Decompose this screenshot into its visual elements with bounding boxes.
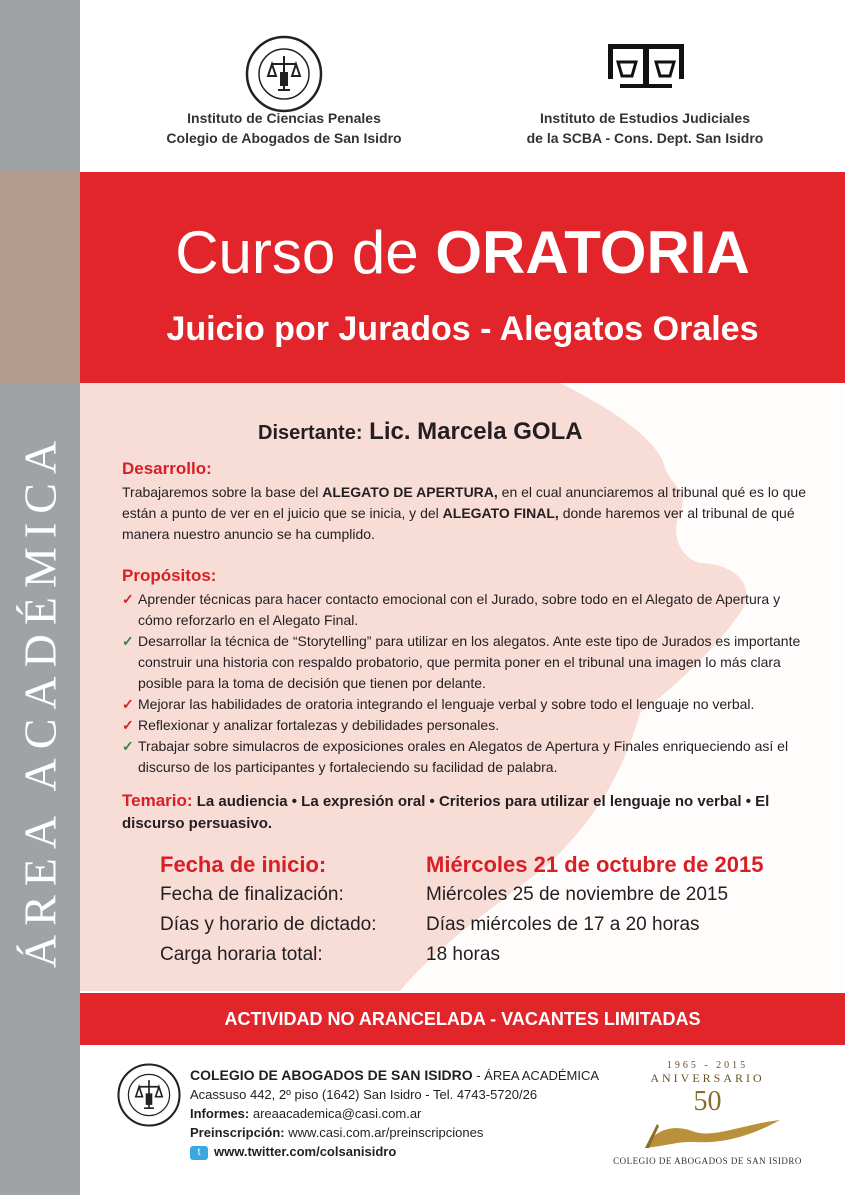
course-title: Curso de ORATORIA <box>175 219 750 286</box>
sidebar-top <box>0 0 80 172</box>
activity-banner: ACTIVIDAD NO ARANCELADA - VACANTES LIMITADAS <box>80 993 845 1045</box>
list-item: ✓ Reflexionar y analizar fortalezas y debilidades personales. <box>122 715 812 736</box>
check-icon: ✓ <box>122 633 134 649</box>
twitter-link[interactable]: www.twitter.com/colsanisidro <box>214 1144 397 1159</box>
twitter-icon: t <box>190 1146 208 1160</box>
institute-left: Instituto de Ciencias Penales Colegio de Abogados de San Isidro <box>166 110 402 146</box>
temario: Temario: La audiencia • La expresión oral • Criterios para utilizar el lenguaje no verbal • El discurso persuasivo. <box>122 791 770 832</box>
speaker: Disertante: Lic. Marcela GOLA <box>258 418 583 445</box>
sidebar-middle <box>0 172 80 383</box>
check-icon: ✓ <box>122 717 134 733</box>
check-icon: ✓ <box>122 696 134 712</box>
preinscription-link[interactable]: www.casi.com.ar/preinscripciones <box>284 1125 484 1140</box>
colegio-seal-logo <box>244 34 324 114</box>
footer-contact: COLEGIO DE ABOGADOS DE SAN ISIDRO - ÁREA ACADÉMICA Acassuso 442, 2º piso (1642) San Isidro - Tel. 4743-5720/26 Informes: areaacademica@casi.com.ar Preinscripción: www.casi.com.ar/preinscripciones t www.twitter.com/colsanisidro <box>190 1067 600 1159</box>
desarrollo-text: Trabajaremos sobre la base del ALEGATO DE APERTURA, en el cual anunciaremos al tribunal qué es lo que están a punto de ver en el juicio que se inicia, y del ALEGATO FINAL, donde haremos ver al tribunal de qué manera nuestro anuncio se ha cumplido. <box>122 484 806 542</box>
list-item: ✓ Desarrollar la técnica de “Storytelling” para utilizar en los alegatos. Ante este tipo de Jurados es importante construir una historia con respaldo probatorio, que permita poner en el tribunal una imagen lo más clara posible para la toma de decisión que tienen por delante. <box>122 633 801 691</box>
institute-right: Instituto de Estudios Judiciales de la SCBA - Cons. Dept. San Isidro <box>526 110 764 146</box>
email-link[interactable]: areaacademica@casi.com.ar <box>249 1106 422 1121</box>
anniversary-logo: 1965 - 2015 ANIVERSARIO 50 COLEGIO DE ABOGADOS DE SAN ISIDRO <box>613 1060 802 1166</box>
propositos-list <box>122 589 812 778</box>
colegio-seal-logo-footer <box>116 1062 182 1128</box>
gold-swoosh-icon <box>635 1118 785 1152</box>
list-item: ✓ Mejorar las habilidades de oratoria integrando el lenguaje verbal y sobre todo el lenguaje no verbal. <box>122 694 812 715</box>
list-item: ✓ Aprender técnicas para hacer contacto emocional con el Jurado, sobre todo en el Alegato de Apertura y cómo reforzarlo en el Alegato Final. <box>122 591 781 628</box>
list-item: ✓ Trabajar sobre simulacros de exposiciones orales en Alegatos de Apertura y Finales enriqueciendo así el discurso de los participantes y fortaleciendo su facilidad de palabra. <box>122 738 789 775</box>
check-icon: ✓ <box>122 591 134 607</box>
scales-justice-logo <box>606 42 686 90</box>
title-banner <box>80 172 845 383</box>
course-subtitle: Juicio por Jurados - Alegatos Orales <box>166 310 759 348</box>
propositos-title: Propósitos: <box>122 566 217 585</box>
check-icon: ✓ <box>122 738 134 754</box>
desarrollo-title: Desarrollo: <box>122 459 212 478</box>
sidebar-label: ÁREA ACADÉMICA <box>14 431 66 969</box>
